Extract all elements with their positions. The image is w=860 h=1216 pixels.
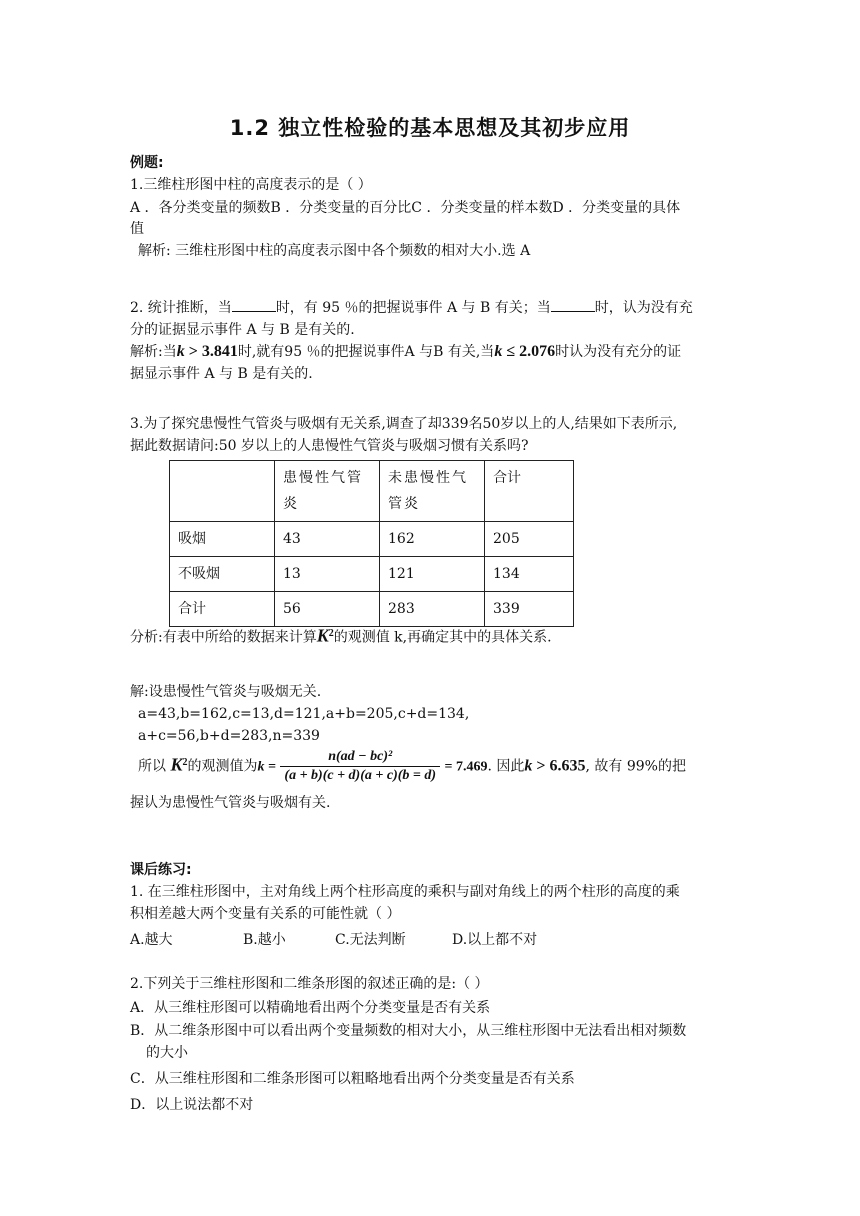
- contingency-table: [169, 460, 574, 627]
- q1-stem: 1.三维柱形图中柱的高度表示的是（ ）: [130, 177, 372, 193]
- q3-solution-head: 解:设患慢性气管炎与吸烟无关.: [130, 684, 322, 700]
- page-title: 1.2 独立性检验的基本思想及其初步应用: [229, 116, 631, 140]
- q3-analysis-a: 分析:有表中所给的数据来计算: [130, 629, 317, 646]
- q3-stem-cont: 据此数据请问:50 岁以上的人患慢性气管炎与吸烟习惯有关系吗?: [130, 438, 529, 454]
- q2-ans-k1: k: [176, 343, 185, 360]
- q2-text-c: 时，认为没有充: [594, 300, 693, 316]
- q3-formula-d: , 故有 99%的把: [585, 758, 686, 775]
- p1-options: [130, 930, 537, 950]
- chi-square-fraction: [280, 748, 440, 785]
- q3-formula-sup: 2: [182, 757, 188, 768]
- p1-option-c: C.无法判断: [335, 932, 406, 948]
- q3-stem: 3.为了探究患慢性气管炎与吸烟有无关系,调查了却339名50岁以上的人,结果如下表所示,: [130, 416, 678, 432]
- q3-formula-c: . 因此: [487, 758, 525, 775]
- table-cell: 134: [485, 557, 574, 592]
- q3-formula-k: k =: [257, 759, 276, 775]
- q2-analysis-cont: 据显示事件 A 与 B 是有关的.: [130, 366, 313, 382]
- table-cell: 吸烟: [170, 522, 275, 557]
- p2-option-b: B．从二维条形图中可以看出两个变量频数的相对大小，从三维柱形图中无法看出相对频数: [130, 1023, 687, 1039]
- p1-option-b: B.越小: [243, 932, 286, 948]
- q2-ans-c: 时认为没有充分的证: [555, 344, 682, 360]
- p2-stem: 2.下列关于三维柱形图和二维条形图的叙述正确的是:（ ）: [130, 976, 489, 992]
- q1-options-cont: 值: [130, 221, 144, 237]
- q3-formula: [138, 744, 686, 787]
- q2-analysis: [130, 342, 681, 362]
- table-cell: 13: [275, 557, 380, 592]
- q3-conclusion: 握认为患慢性气管炎与吸烟有关.: [130, 795, 331, 811]
- table-cell: 339: [485, 592, 574, 627]
- q3-formula-op: > 6.635: [532, 757, 586, 775]
- table-header-cell: [170, 461, 275, 522]
- table-header-row: [170, 461, 574, 522]
- table-cell: 162: [380, 522, 485, 557]
- p1-option-a: A.越大: [130, 932, 173, 948]
- table-row: [170, 522, 574, 557]
- q2-blank-1: [232, 297, 276, 312]
- p1-option-d: D.以上都不对: [452, 932, 538, 948]
- q2-ans-op1: > 3.841: [184, 343, 238, 360]
- q3-analysis-b: 的观测值 k,再确定其中的具体关系.: [333, 629, 552, 646]
- q2-blank-2: [551, 297, 595, 312]
- p2-option-c: C．从三维柱形图和二维条形图可以粗略地看出两个分类变量是否有关系: [130, 1071, 575, 1087]
- table-cell: 合计: [170, 592, 275, 627]
- q3-formula-result: = 7.469: [444, 759, 488, 775]
- q2-ans-b: 时,就有95 ％的把握说事件A 与B 有关,当: [237, 344, 495, 360]
- q3-analysis-sup: 2: [328, 628, 334, 639]
- table-row: [170, 592, 574, 627]
- q2-stem: [130, 297, 693, 318]
- table-header-cell: 患慢性气管 炎: [275, 461, 380, 522]
- p2-option-b-cont: 的大小: [146, 1045, 188, 1061]
- table-cell: 56: [275, 592, 380, 627]
- table-cell: 205: [485, 522, 574, 557]
- p2-option-d: D．以上说法都不对: [130, 1097, 254, 1113]
- q1-options: A ．各分类变量的频数B ．分类变量的百分比C ．分类变量的样本数D ．分类变量的具体: [130, 200, 681, 216]
- q2-text-a: 2. 统计推断，当: [130, 300, 232, 316]
- q2-ans-op2: ≤ 2.076: [502, 343, 556, 360]
- fraction-numerator: n(ad − bc)²: [280, 748, 440, 767]
- table-row: [170, 557, 574, 592]
- q3-formula-a: 所以: [138, 758, 166, 775]
- table-header-cell: 未患慢性气 管炎: [380, 461, 485, 522]
- table-cell: 121: [380, 557, 485, 592]
- table-cell: 不吸烟: [170, 557, 275, 592]
- q3-values-2: a+c=56,b+d=283,n=339: [138, 728, 320, 744]
- q2-text-b: 时，有 95 ％的把握说事件 A 与 B 有关；当: [275, 300, 551, 316]
- q3-analysis-K: K: [316, 625, 329, 646]
- q3-analysis: [130, 624, 552, 648]
- fraction-denominator: (a + b)(c + d)(a + c)(b = d): [284, 768, 437, 784]
- table-cell: 283: [380, 592, 485, 627]
- p2-option-a: A．从三维柱形图可以精确地看出两个分类变量是否有关系: [130, 1000, 491, 1016]
- p1-stem: 1. 在三维柱形图中，主对角线上两个柱形高度的乘积与副对角线上的两个柱形的高度的乘: [130, 884, 680, 900]
- q2-stem-cont: 分的证据显示事件 A 与 B 是有关的.: [130, 322, 355, 338]
- q3-formula-b: 的观测值为: [187, 758, 258, 775]
- q2-ans-k2: k: [494, 343, 503, 360]
- practice-heading: 课后练习:: [130, 862, 192, 878]
- table-cell: 43: [275, 522, 380, 557]
- q3-values-1: a=43,b=162,c=13,d=121,a+b=205,c+d=134,: [138, 706, 470, 722]
- example-heading: 例题:: [130, 155, 164, 171]
- q2-ans-a: 解析:当: [130, 344, 177, 360]
- p1-stem-cont: 积相差越大两个变量有关系的可能性就（ ）: [130, 906, 401, 922]
- q1-analysis: 解析: 三维柱形图中柱的高度表示图中各个频数的相对大小.选 A: [138, 243, 531, 259]
- q3-formula-K: K: [170, 754, 183, 775]
- table-header-cell: 合计: [485, 461, 574, 522]
- q3-formula-k2: k: [524, 757, 533, 775]
